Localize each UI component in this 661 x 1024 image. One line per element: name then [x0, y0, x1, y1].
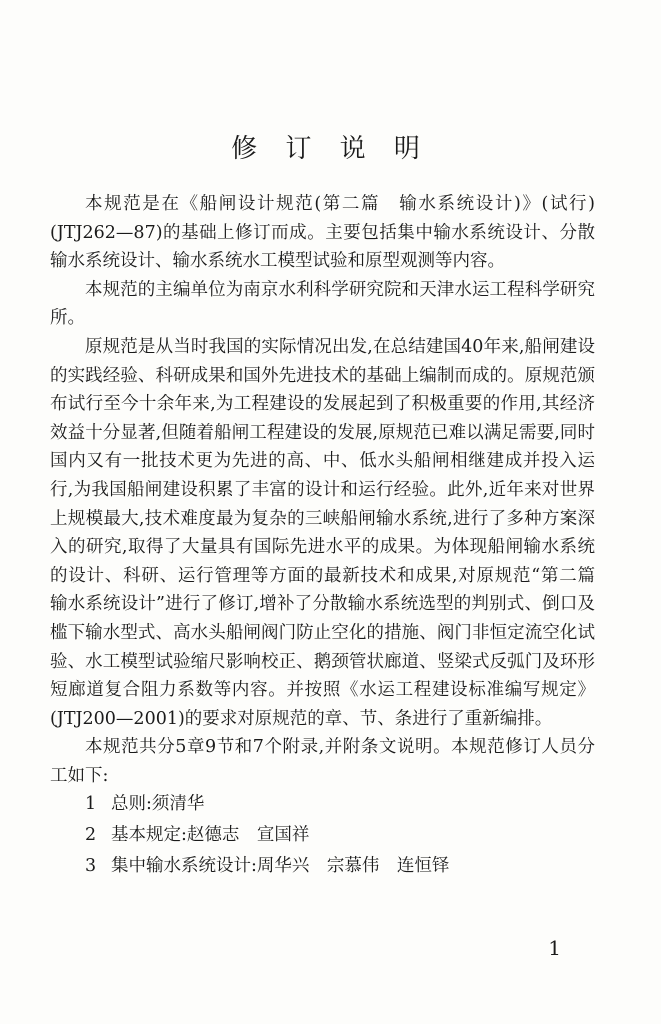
page-title: 修 订 说 明 — [231, 134, 430, 164]
assignment-list — [50, 790, 595, 880]
list-item — [50, 852, 595, 881]
item-text: 总则:须清华 — [111, 794, 205, 815]
paragraph-editors: 本规范的主编单位为南京水利科学研究院和天津水运工程科学研究所。 — [50, 279, 595, 329]
item-text: 集中输水系统设计:周华兴 宗慕伟 连恒铎 — [111, 855, 450, 876]
paragraph-intro: 本规范是在《船闸设计规范(第二篇 输水系统设计)》(试行)(JTJ262—87)的基础上修订而成。主要包括集中输水系统设计、分散输水系统设计、输水系统水工模型试验和原型观测等内容。 — [50, 194, 595, 272]
body-text — [50, 190, 613, 882]
list-item — [50, 790, 595, 819]
paragraph-history: 原规范是从当时我国的实际情况出发,在总结建国40年来,船闸建设的实践经验、科研成果和国外先进技术的基础上编制而成的。原规范颁布试行至今十余年来,为工程建设的发展起到了积极重要的作用,其经济效益十分显著,但随着船闸工程建设的发展,原规范已难以满足需要,同时国内又有一批技术更为先进的高、中、低水头船闸相继建成并投入运行,为我国船闸建设积累了丰富的设计和运行经验。此外,近年来对世界上规模最大,技术难度最为复杂的三峡船闸输水系统,进行了多种方案深入的研究,取得了大量具有国际先进水平的成果。为体现船闸输水系统的设计、科研、运行管理等方面的最新技术和成果,对原规范“第二篇 输水系统设计”进行了修订,增补了分散输水系统选型的判别式、倒口及槛下输水型式、高水头船闸阀门防止空化的措施、阀门非恒定流空化试验、水工模型试验缩尺影响校正、鹅颈管状廊道、竖梁式反弧门及环形短廊道复合阻力系数等内容。并按照《水运工程建设标准编写规定》(JTJ200—2001)的要求对原规范的章、节、条进行了重新编排。 — [50, 336, 613, 729]
page-number: 1 — [548, 936, 561, 960]
item-number: 2 — [85, 825, 97, 846]
item-number: 1 — [85, 794, 97, 815]
item-number: 3 — [85, 855, 97, 876]
paragraph-structure: 本规范共分5章9节和7个附录,并附条文说明。本规范修订人员分工如下: — [50, 737, 595, 786]
list-item — [50, 821, 595, 850]
item-text: 基本规定:赵德志 宣国祥 — [111, 825, 310, 846]
